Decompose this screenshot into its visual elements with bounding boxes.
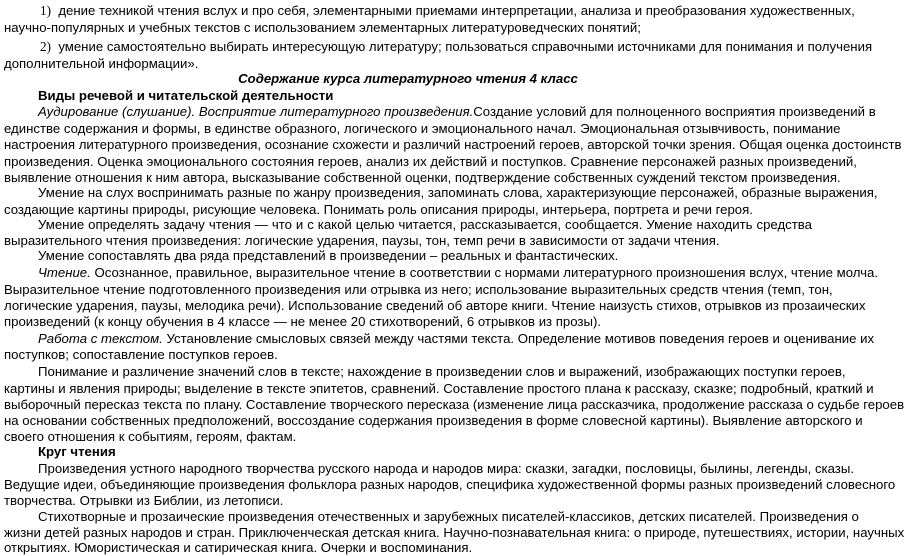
list-item-1-line-2: научно-популярных и учебных текстов с использованием элементарных литературоведческих понятий; — [4, 20, 641, 35]
listening-line-2: единстве содержания и формы, в единстве образного, логического и эмоционального начал. Эмоциональная отзывчивость, понимание — [4, 121, 841, 136]
section-title: Содержание курса литературного чтения 4 класс — [238, 71, 578, 86]
meaning-line-5: своего отношения к событиям, героям, фактам. — [4, 429, 297, 444]
list-number: 1) — [40, 3, 51, 18]
hearing-line-1: Умение на слух воспринимать разные по жанру произведения, запоминать слова, характеризующие персонажей, образные выражения, — [38, 185, 878, 200]
compare-line: Умение сопоставлять два ряда представлений в произведении – реальных и фантастических. — [38, 248, 619, 263]
folk-line-3: творчества. Отрывки из Библии, из летописи. — [4, 493, 284, 508]
poems-line-1: Стихотворные и прозаические произведения отечественных и зарубежных писателей-классиков, детских писателей. Произведения о — [38, 509, 859, 524]
listening-text: Создание условий для полноценного восприятия произведений в — [473, 104, 876, 119]
meaning-line-4: на основании собственных предположений, воссоздание содержания произведения в форме словесной картины). Выявление авторского и — [4, 413, 863, 428]
task-line-1: Умение определять задачу чтения — что и с какой целью читается, рассказывается, сообщается. Умение находить средства — [38, 217, 812, 232]
section-heading-speech: Виды речевой и читательской деятельности — [38, 88, 334, 103]
folk-line-1: Произведения устного народного творчества русского народа и народов мира: сказки, загадки, пословицы, былины, легенды, сказы. — [38, 461, 854, 476]
list-item-1-line-1 — [40, 2, 855, 19]
meaning-line-1: Понимание и различение значений слов в тексте; нахождение в произведении слов и выражений, изображающих поступки героев, — [38, 364, 846, 379]
text-work-label: Работа с текстом. — [38, 331, 163, 346]
section-heading-circle: Круг чтения — [38, 444, 116, 459]
text-work-line-1 — [38, 330, 875, 347]
reading-text: Осознанное, правильное, выразительное чтение в соответствии с нормами литературного произношения вслух, чтение молча. — [94, 265, 879, 280]
listening-line-1 — [38, 103, 876, 120]
meaning-line-2: картины и явления природы; выделение в тексте эпитетов, сравнений. Составление простого плана к рассказу, сказке; подробный, краткий и — [4, 381, 874, 396]
reading-line-1 — [38, 264, 879, 281]
list-item-2-line-2: дополнительной информации». — [4, 56, 199, 71]
listening-line-5: выявление отношения к ним автора, высказывание собственной оценки, подтверждение собственных суждений текстом произведения. — [4, 170, 841, 185]
hearing-line-2: создающие картины природы, рисующие человека. Понимать роль описания природы, интерьера, портрета и речи героя. — [4, 202, 753, 217]
list-item-2-line-1 — [40, 38, 873, 55]
listening-line-3: настроения литературного произведения, осознание схожести и различий настроений героев, авторской точки зрения. Общая оценка достоинств — [4, 137, 902, 152]
meaning-line-3: выборочный пересказ текста по плану. Составление творческого пересказа (изменение лица рассказчика, продолжение рассказа о судьбе героев — [4, 397, 904, 412]
list-number: 2) — [40, 39, 51, 54]
task-line-2: выразительного чтения произведения: логические ударения, паузы, тон, темп речи в зависимости от задачи чтения. — [4, 233, 720, 248]
reading-label: Чтение. — [38, 265, 91, 280]
text-work-line-2: поступков; сопоставление поступков героев. — [4, 347, 278, 362]
folk-line-2: Ведущие идеи, объединяющие произведения фольклора разных народов, специфика художественной формы разных произведений словесного — [4, 477, 896, 492]
poems-line-3: открытиях. Юмористическая и сатирическая книга. Очерки и воспоминания. — [4, 540, 473, 555]
text-work-text: Установление смысловых связей между частями текста. Определение мотивов поведения героев и оценивание их — [166, 331, 875, 346]
listening-label: Аудирование (слушание). Восприятие литературного произведения. — [38, 104, 474, 119]
reading-line-2: Выразительное чтение подготовленного произведения или отрывка из него; использование выразительных средств чтения (темп, тон, — [4, 282, 833, 297]
list-item-text: дение техникой чтения вслух и про себя, элементарными приемами интерпретации, анализа и преобразования художественных, — [58, 3, 855, 18]
listening-line-4: произведения. Оценка эмоционального состояния героев, анализ их действий и поступков. Сравнение персонажей разных произведений, — [4, 154, 857, 169]
poems-line-2: жизни детей разных народов и стран. Приключенческая детская книга. Научно-познавательная книга: о природе, путешествиях, истории, научных — [4, 525, 904, 540]
list-item-text: умение самостоятельно выбирать интересующую литературу; пользоваться справочными источниками для понимания и получения — [58, 39, 873, 54]
reading-line-3: логические ударения, паузы, мелодика речи). Использование сведений об авторе книги. Чтение наизусть стихов, отрывков из прозаических — [4, 298, 866, 313]
reading-line-4: произведений (к концу обучения в 4 классе — не менее 20 стихотворений, 6 отрывков из прозы). — [4, 314, 602, 329]
